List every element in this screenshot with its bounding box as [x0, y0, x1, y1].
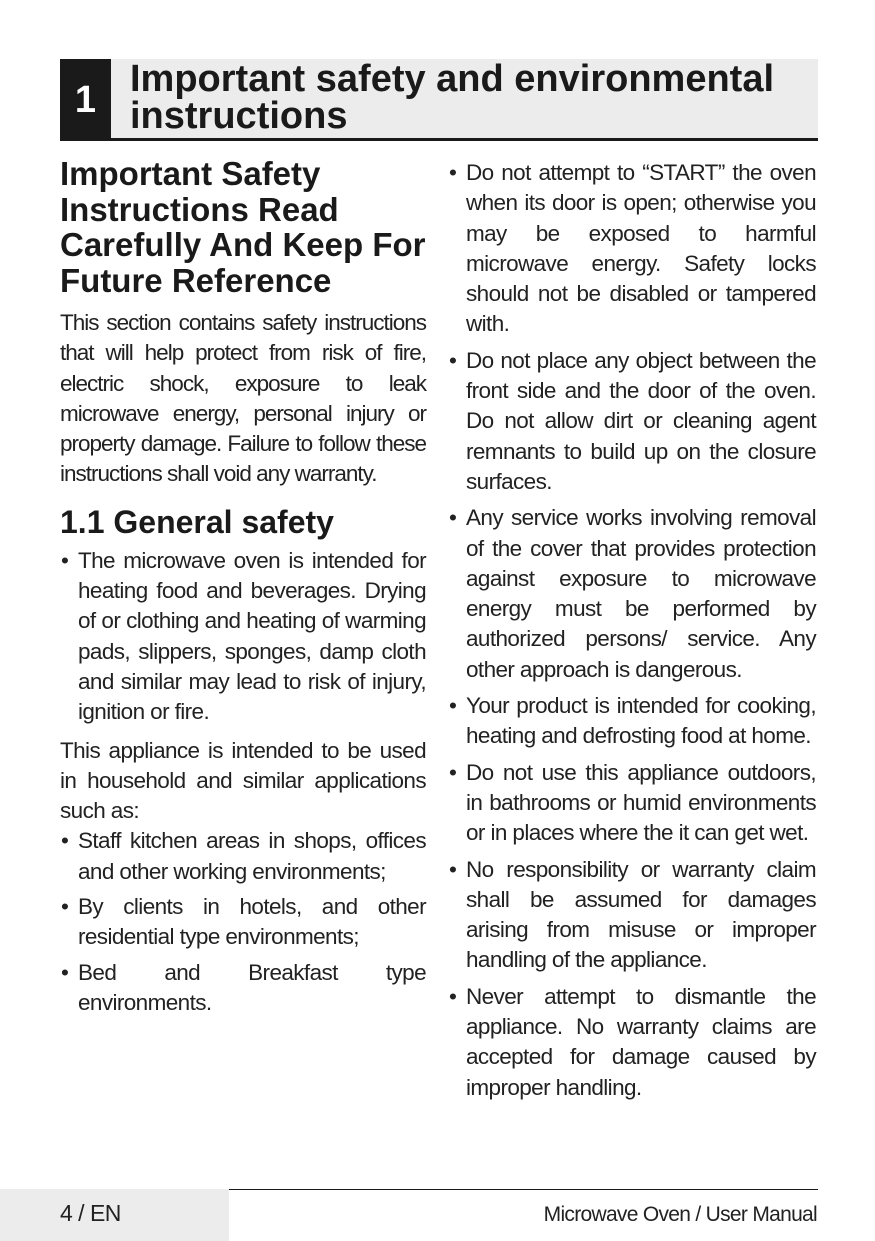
- list-item: • By clients in hotels, and other residential type environments;: [60, 892, 426, 953]
- list-item: • Never attempt to dismantle the appliance. No warranty claims are accepted for damage caused by improper handling.: [448, 982, 816, 1103]
- list-item: • Your product is intended for cooking, heating and defrosting food at home.: [448, 691, 816, 752]
- section-title: Important Safety Instructions Read Carefully And Keep For Future Reference: [60, 155, 426, 299]
- usage-list: [60, 826, 426, 1018]
- safety-list: [448, 158, 816, 1103]
- left-column: [60, 156, 426, 1023]
- list-item: • Bed and Breakfast type environments.: [60, 958, 426, 1019]
- list-item: • Do not use this appliance outdoors, in bathrooms or humid environments or in places where the it can get wet.: [448, 758, 816, 849]
- chapter-number: 1: [60, 59, 111, 141]
- list-item: • No responsibility or warranty claim shall be assumed for damages arising from misuse or improper handling of the appliance.: [448, 855, 816, 976]
- page-number: 4 / EN: [60, 1200, 121, 1226]
- list-item: • Do not place any object between the front side and the door of the oven. Do not allow dirt or cleaning agent remnants to build up on the closure surfaces.: [448, 346, 816, 497]
- list-item: • Do not attempt to “START” the oven when its door is open; otherwise you may be exposed to harmful microwave energy. Safety locks should not be disabled or tampered with.: [448, 158, 816, 340]
- chapter-title: Important safety and environmental instructions: [130, 58, 775, 137]
- general-safety-list: [60, 546, 426, 728]
- intro-paragraph: This section contains safety instructions that will help protect from risk of fire, electric shock, exposure to leak microwave energy, personal injury or property damage. Failure to follow these instructions shall void any warranty.: [60, 310, 426, 487]
- footer-divider: [229, 1189, 818, 1190]
- document-title: Microwave Oven / User Manual: [543, 1203, 817, 1226]
- usage-intro-paragraph: This appliance is intended to be used in household and similar applications such as:: [60, 737, 426, 824]
- list-item: • Staff kitchen areas in shops, offices and other working environments;: [60, 826, 426, 887]
- list-item: • Any service works involving removal of the cover that provides protection against exposure to microwave energy must be performed by authorized persons/ service. Any other approach is dangerous.: [448, 503, 816, 685]
- chapter-header: [60, 59, 818, 141]
- right-column: [448, 158, 816, 1109]
- subsection-title: 1.1 General safety: [60, 503, 334, 540]
- list-item: • The microwave oven is intended for heating food and beverages. Drying of or clothing and heating of warming pads, slippers, sponges, damp cloth and similar may lead to risk of injury, ignition or fire.: [60, 546, 426, 728]
